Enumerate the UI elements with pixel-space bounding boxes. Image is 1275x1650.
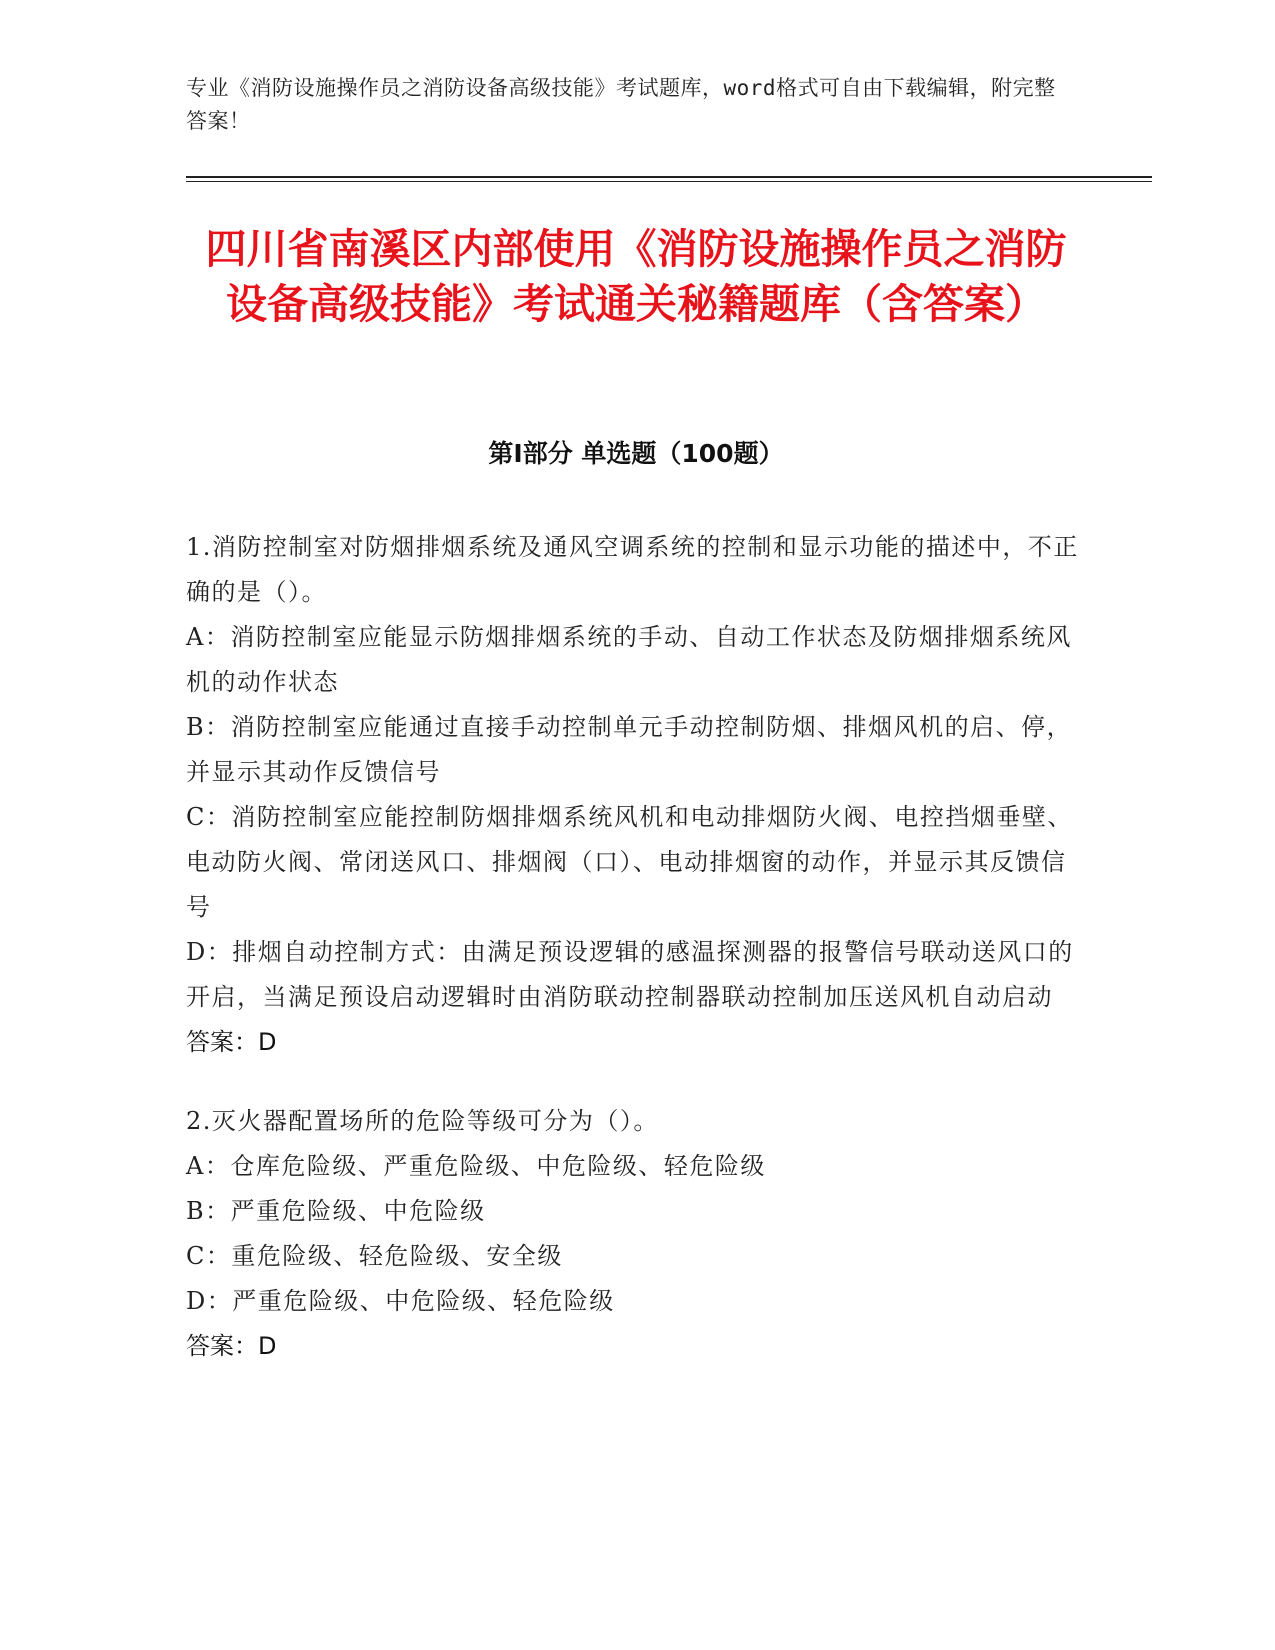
question-item [186,525,1086,1065]
option-a: A：仓库危险级、严重危险级、中危险级、轻危险级 [186,1152,766,1180]
option-b: B：消防控制室应能通过直接手动控制单元手动控制防烟、排烟风机的启、停，并显示其动作反馈信号 [186,713,1073,786]
header-note: 专业《消防设施操作员之消防设备高级技能》考试题库，word格式可自由下载编辑，附完整答案！ [186,76,1056,133]
option-d: D：排烟自动控制方式：由满足预设逻辑的感温探测器的报警信号联动送风口的开启，当满足预设启动逻辑时由消防联动控制器联动控制加压送风机自动启动 [186,938,1074,1011]
question-stem: 2.灭火器配置场所的危险等级可分为（）。 [186,1107,659,1135]
question-stem: 1.消防控制室对防烟排烟系统及通风空调系统的控制和显示功能的描述中，不正确的是（）。 [186,533,1079,606]
option-c: C：重危险级、轻危险级、安全级 [186,1242,563,1270]
header-divider-thick [186,176,1152,178]
question-item [186,1099,1086,1369]
question-list [186,525,1086,1403]
document-title: 四川省南溪区内部使用《消防设施操作员之消防设备高级技能》考试通关秘籍题库（含答案） [205,225,1067,328]
option-b: B：严重危险级、中危险级 [186,1197,486,1225]
answer-line: 答案：D [186,1028,277,1056]
section-title: 第Ⅰ部分 单选题（100题） [488,439,784,468]
header-divider-thin [186,181,1152,182]
option-c: C：消防控制室应能控制防烟排烟系统风机和电动排烟防火阀、电控挡烟垂壁、电动防火阀、常闭送风口、排烟阀（口）、电动排烟窗的动作，并显示其反馈信号 [186,803,1073,921]
option-d: D：严重危险级、中危险级、轻危险级 [186,1287,615,1315]
answer-line: 答案：D [186,1332,277,1360]
option-a: A：消防控制室应能显示防烟排烟系统的手动、自动工作状态及防烟排烟系统风机的动作状态 [186,623,1072,696]
